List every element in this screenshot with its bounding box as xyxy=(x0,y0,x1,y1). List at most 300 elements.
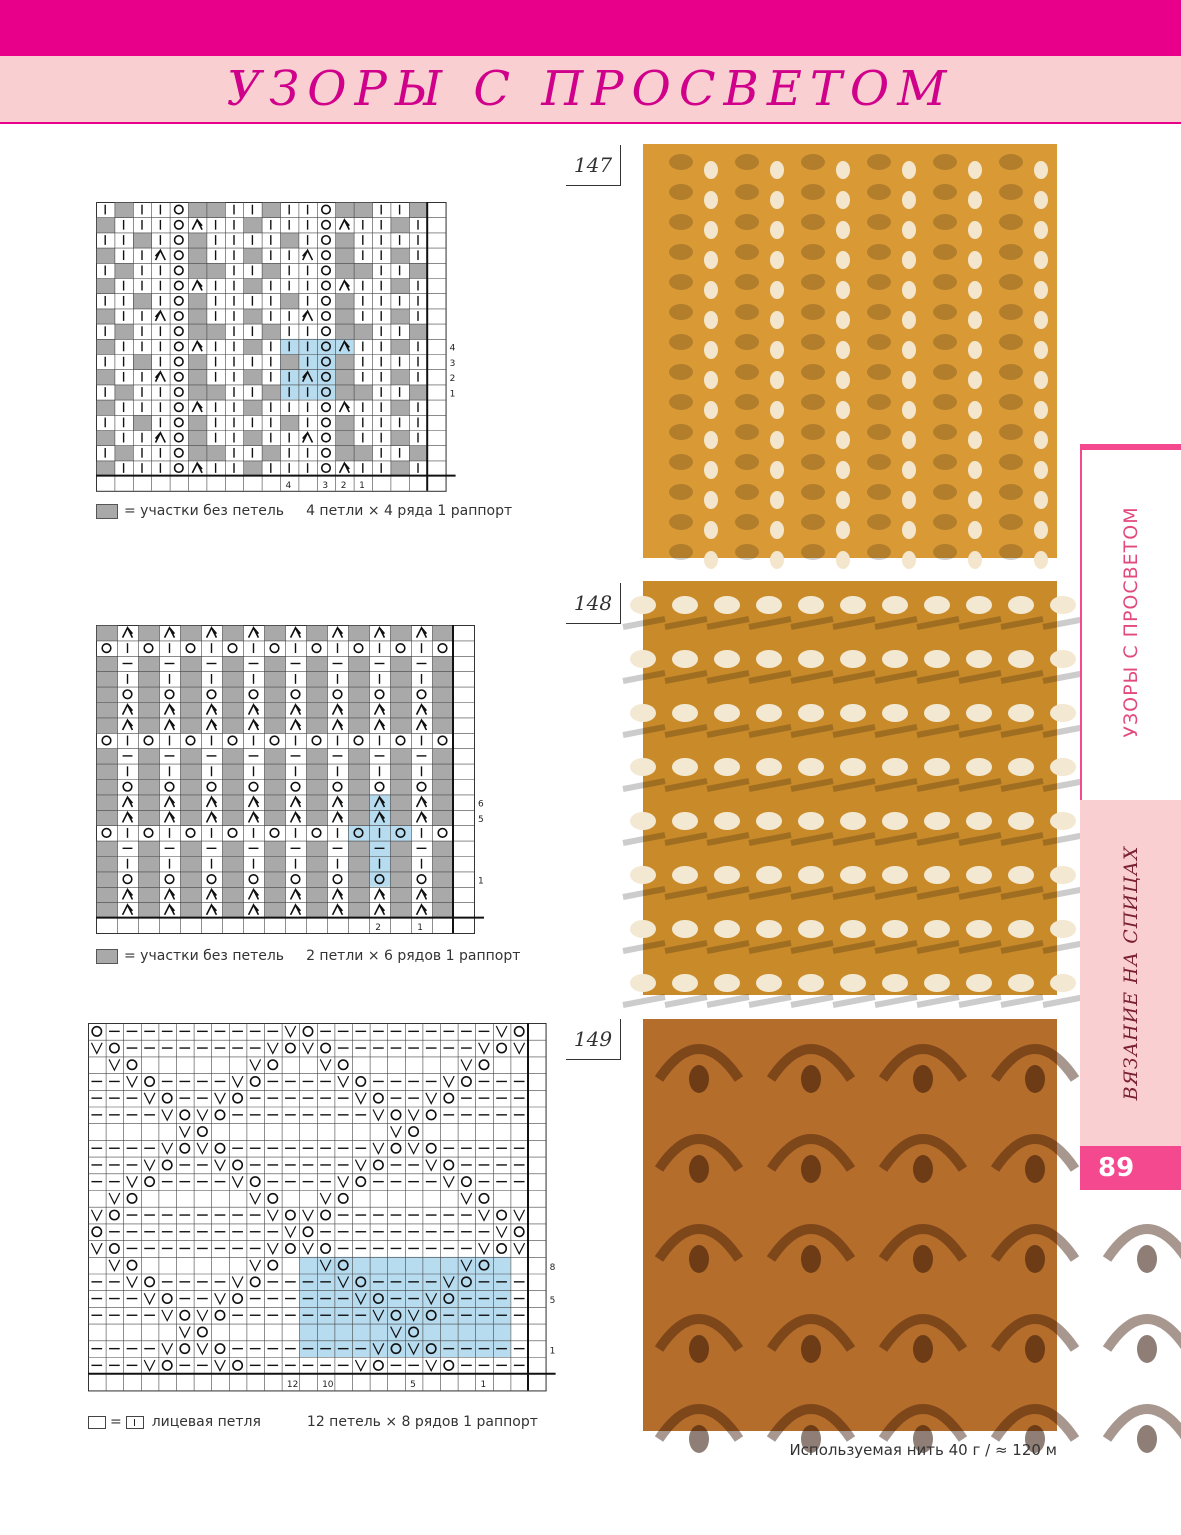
eyelet-hole xyxy=(1008,758,1034,776)
no-stitch-cell xyxy=(391,370,409,385)
no-stitch-cell xyxy=(262,446,280,461)
eyelet-hole xyxy=(913,1245,933,1273)
rib-shadow xyxy=(669,244,693,260)
rib-shadow xyxy=(867,184,891,200)
rib-shadow xyxy=(999,184,1023,200)
eyelet-hole xyxy=(968,251,982,269)
eyelet-hole xyxy=(756,866,782,884)
no-stitch-cell xyxy=(336,203,354,218)
rib-shadow xyxy=(801,484,825,500)
ridge-shadow xyxy=(833,997,875,1005)
rib-shadow xyxy=(801,334,825,350)
pattern-number-147: 147 xyxy=(566,145,621,186)
rib-shadow xyxy=(669,274,693,290)
eyelet-hole xyxy=(913,1065,933,1093)
eyelet-hole xyxy=(798,596,824,614)
side-tab-book-label-wrap xyxy=(1080,800,1181,1146)
rib-shadow xyxy=(933,454,957,470)
no-stitch-cell xyxy=(336,233,354,248)
no-stitch-cell xyxy=(97,703,118,718)
no-stitch-cell xyxy=(409,203,427,218)
eyelet-hole xyxy=(836,251,850,269)
eyelet-hole xyxy=(836,191,850,209)
rib-shadow xyxy=(933,184,957,200)
eyelet-hole xyxy=(756,596,782,614)
page-title: УЗОРЫ С ПРОСВЕТОМ xyxy=(226,61,955,117)
eyelet-hole xyxy=(902,521,916,539)
no-stitch-cell xyxy=(244,309,262,324)
no-stitch-cell xyxy=(336,294,354,309)
eyelet-hole xyxy=(902,341,916,359)
no-stitch-cell xyxy=(336,385,354,400)
eyelet-hole xyxy=(924,758,950,776)
no-stitch-cell xyxy=(139,656,160,671)
no-stitch-cell xyxy=(265,764,286,779)
no-stitch-cell xyxy=(139,810,160,825)
top-magenta-band xyxy=(0,0,1181,56)
rib-shadow xyxy=(801,274,825,290)
eyelet-hole xyxy=(968,431,982,449)
no-stitch-cell xyxy=(391,795,412,810)
no-stitch-cell xyxy=(336,355,354,370)
eyelet-hole xyxy=(1008,866,1034,884)
no-stitch-cell xyxy=(207,263,225,278)
eyelet-hole xyxy=(801,1155,821,1183)
no-stitch-cell xyxy=(391,626,412,641)
no-stitch-cell xyxy=(391,218,409,233)
no-stitch-cell xyxy=(433,841,454,856)
rib-shadow xyxy=(867,334,891,350)
rib-shadow xyxy=(735,424,759,440)
eyelet-hole xyxy=(924,650,950,668)
no-stitch-cell xyxy=(97,872,118,887)
no-stitch-cell xyxy=(97,841,118,856)
row-label: 1 xyxy=(549,1346,556,1357)
rib-shadow xyxy=(735,484,759,500)
eyelet-hole xyxy=(924,704,950,722)
rib-shadow xyxy=(735,334,759,350)
eyelet-hole xyxy=(1034,461,1048,479)
rib-shadow xyxy=(933,154,957,170)
no-stitch-cell xyxy=(307,672,328,687)
eyelet-hole xyxy=(1034,491,1048,509)
no-stitch-cell xyxy=(139,903,160,918)
no-stitch-cell xyxy=(181,764,202,779)
no-stitch-cell xyxy=(97,218,115,233)
no-stitch-cell xyxy=(307,626,328,641)
no-stitch-cell xyxy=(409,324,427,339)
no-stitch-cell xyxy=(433,656,454,671)
eyelet-hole xyxy=(836,521,850,539)
rib-shadow xyxy=(933,304,957,320)
rib-shadow xyxy=(801,394,825,410)
eyelet-hole xyxy=(1034,551,1048,569)
rib-shadow xyxy=(933,394,957,410)
eyelet-hole xyxy=(1050,866,1076,884)
eyelet-hole xyxy=(770,161,784,179)
no-stitch-cell xyxy=(391,461,409,476)
no-stitch-cell xyxy=(391,857,412,872)
side-section-label: УЗОРЫ С ПРОСВЕТОМ xyxy=(1119,506,1142,738)
ridge-shadow xyxy=(917,997,959,1005)
eyelet-hole xyxy=(1034,431,1048,449)
eyelet-hole xyxy=(770,281,784,299)
no-stitch-cell xyxy=(223,718,244,733)
eyelet-hole xyxy=(770,461,784,479)
ridge-shadow xyxy=(959,997,1001,1005)
eyelet-hole xyxy=(968,401,982,419)
row-label: 5 xyxy=(549,1296,556,1307)
no-stitch-cell xyxy=(139,887,160,902)
eyelet-hole xyxy=(836,311,850,329)
eyelet-hole xyxy=(689,1335,709,1363)
eyelet-hole xyxy=(704,281,718,299)
no-stitch-cell xyxy=(433,872,454,887)
column-label: 3 xyxy=(322,480,329,491)
no-stitch-cell xyxy=(207,385,225,400)
eyelet-hole xyxy=(968,521,982,539)
no-stitch-cell xyxy=(391,309,409,324)
no-stitch-cell xyxy=(307,887,328,902)
rib-shadow xyxy=(999,154,1023,170)
rib-shadow xyxy=(867,424,891,440)
eyelet-hole xyxy=(672,758,698,776)
no-stitch-cell xyxy=(189,248,207,263)
no-stitch-cell xyxy=(139,672,160,687)
eyelet-hole xyxy=(902,371,916,389)
no-stitch-swatch xyxy=(96,504,118,519)
rib-shadow xyxy=(999,514,1023,530)
rib-shadow xyxy=(867,214,891,230)
eyelet-hole xyxy=(714,920,740,938)
no-stitch-cell xyxy=(265,749,286,764)
eyelet-hole xyxy=(966,974,992,992)
swatch-photo-149 xyxy=(643,1019,1057,1431)
no-stitch-cell xyxy=(139,749,160,764)
no-stitch-cell xyxy=(349,903,370,918)
no-stitch-cell xyxy=(354,446,372,461)
no-stitch-cell xyxy=(181,672,202,687)
no-stitch-cell xyxy=(181,687,202,702)
eyelet-hole xyxy=(924,866,950,884)
eyelet-hole xyxy=(704,521,718,539)
no-stitch-cell xyxy=(207,203,225,218)
knitting-chart-148 xyxy=(96,625,484,939)
no-stitch-cell xyxy=(139,703,160,718)
eyelet-hole xyxy=(704,191,718,209)
eyelet-hole xyxy=(840,596,866,614)
no-stitch-cell xyxy=(433,703,454,718)
eyelet-hole xyxy=(902,401,916,419)
no-stitch-swatch xyxy=(96,949,118,964)
eyelet-hole xyxy=(966,704,992,722)
eyelet-hole xyxy=(968,191,982,209)
eyelet-hole xyxy=(704,161,718,179)
column-label: 12 xyxy=(286,1380,299,1391)
eyelet-hole xyxy=(968,281,982,299)
eyelet-hole xyxy=(630,812,656,830)
no-stitch-cell xyxy=(223,687,244,702)
no-stitch-cell xyxy=(223,887,244,902)
rib-shadow xyxy=(867,544,891,560)
eyelet-hole xyxy=(801,1245,821,1273)
no-stitch-cell xyxy=(433,718,454,733)
no-stitch-cell xyxy=(281,415,299,430)
no-stitch-cell xyxy=(391,764,412,779)
eyelet-hole xyxy=(798,758,824,776)
swatch-photo-148 xyxy=(643,581,1057,995)
no-stitch-cell xyxy=(139,718,160,733)
rib-shadow xyxy=(801,154,825,170)
no-stitch-cell xyxy=(223,795,244,810)
no-stitch-cell xyxy=(433,780,454,795)
eyelet-hole xyxy=(966,596,992,614)
no-stitch-cell xyxy=(349,764,370,779)
rib-shadow xyxy=(933,274,957,290)
rib-shadow xyxy=(999,454,1023,470)
no-stitch-cell xyxy=(265,841,286,856)
no-stitch-cell xyxy=(244,400,262,415)
eyelet-hole xyxy=(836,221,850,239)
eyelet-hole xyxy=(902,251,916,269)
eyelet-hole xyxy=(770,401,784,419)
no-stitch-cell xyxy=(181,887,202,902)
eyelet-hole xyxy=(704,251,718,269)
eyelet-hole xyxy=(672,920,698,938)
no-stitch-cell xyxy=(115,203,133,218)
eyelet-hole xyxy=(1034,341,1048,359)
eyelet-hole xyxy=(882,920,908,938)
no-stitch-cell xyxy=(223,841,244,856)
eyelet-hole xyxy=(902,551,916,569)
no-stitch-cell xyxy=(307,810,328,825)
rib-shadow xyxy=(669,214,693,230)
no-stitch-cell xyxy=(265,795,286,810)
eyelet-hole xyxy=(913,1155,933,1183)
rib-shadow xyxy=(801,544,825,560)
rib-shadow xyxy=(933,364,957,380)
ridge-shadow xyxy=(665,997,707,1005)
no-stitch-cell xyxy=(97,461,115,476)
no-stitch-cell xyxy=(115,446,133,461)
rib-shadow xyxy=(801,214,825,230)
eyelet-hole xyxy=(770,221,784,239)
eyelet-hole xyxy=(798,866,824,884)
eyelet-hole xyxy=(882,704,908,722)
knit-stitch-swatch xyxy=(126,1416,144,1429)
eyelet-hole xyxy=(689,1155,709,1183)
rib-shadow xyxy=(999,244,1023,260)
eyelet-hole xyxy=(672,704,698,722)
rib-shadow xyxy=(867,244,891,260)
no-stitch-cell xyxy=(354,385,372,400)
no-stitch-cell xyxy=(189,415,207,430)
eyelet-hole xyxy=(1137,1425,1157,1453)
eyelet-hole xyxy=(798,812,824,830)
eyelet-hole xyxy=(801,1335,821,1363)
eyelet-hole xyxy=(630,758,656,776)
no-stitch-cell xyxy=(391,656,412,671)
no-stitch-cell xyxy=(189,446,207,461)
no-stitch-cell xyxy=(409,385,427,400)
no-stitch-cell xyxy=(391,400,409,415)
rib-shadow xyxy=(669,364,693,380)
no-stitch-cell xyxy=(115,385,133,400)
no-stitch-cell xyxy=(262,263,280,278)
eyelet-hole xyxy=(714,704,740,722)
rib-shadow xyxy=(801,514,825,530)
no-stitch-cell xyxy=(391,431,409,446)
rib-shadow xyxy=(933,424,957,440)
no-stitch-cell xyxy=(139,764,160,779)
legend-label: = участки без петель xyxy=(124,948,285,964)
rib-shadow xyxy=(933,244,957,260)
rib-shadow xyxy=(801,304,825,320)
no-stitch-cell xyxy=(244,218,262,233)
eyelet-hole xyxy=(902,461,916,479)
column-label: 1 xyxy=(359,480,365,491)
no-stitch-cell xyxy=(189,385,207,400)
rib-shadow xyxy=(999,484,1023,500)
no-stitch-cell xyxy=(97,780,118,795)
no-stitch-cell xyxy=(97,339,115,354)
no-stitch-cell xyxy=(336,324,354,339)
rib-shadow xyxy=(801,244,825,260)
rib-shadow xyxy=(999,424,1023,440)
no-stitch-cell xyxy=(181,749,202,764)
no-stitch-cell xyxy=(336,309,354,324)
no-stitch-cell xyxy=(262,324,280,339)
column-label: 1 xyxy=(480,1380,487,1391)
rib-shadow xyxy=(735,454,759,470)
eyelet-hole xyxy=(1034,281,1048,299)
no-stitch-cell xyxy=(265,718,286,733)
no-stitch-cell xyxy=(139,872,160,887)
no-stitch-cell xyxy=(97,370,115,385)
no-stitch-cell xyxy=(223,626,244,641)
eyelet-hole xyxy=(1008,650,1034,668)
no-stitch-cell xyxy=(223,810,244,825)
eyelet-hole xyxy=(1050,974,1076,992)
eyelet-hole xyxy=(836,161,850,179)
no-stitch-cell xyxy=(433,626,454,641)
row-label: 2 xyxy=(449,374,456,385)
row-label: 1 xyxy=(449,389,456,400)
eyelet-hole xyxy=(1034,371,1048,389)
repeat-text: 2 петли × 6 рядов 1 раппорт xyxy=(306,948,521,964)
no-stitch-cell xyxy=(207,324,225,339)
eyelet-hole xyxy=(840,650,866,668)
eyelet-hole xyxy=(966,650,992,668)
no-stitch-cell xyxy=(244,339,262,354)
eyelet-hole xyxy=(714,650,740,668)
no-stitch-cell xyxy=(307,903,328,918)
legend-label: = участки без петель xyxy=(124,503,285,519)
column-label: 2 xyxy=(340,480,347,491)
no-stitch-cell xyxy=(189,309,207,324)
eyelet-hole xyxy=(1008,704,1034,722)
rib-shadow xyxy=(867,394,891,410)
rib-shadow xyxy=(999,274,1023,290)
eyelet-hole xyxy=(1050,650,1076,668)
knitting-chart-147 xyxy=(96,202,476,490)
pattern-number-148: 148 xyxy=(566,583,621,624)
no-stitch-cell xyxy=(391,810,412,825)
no-stitch-cell xyxy=(409,446,427,461)
eyelet-hole xyxy=(882,812,908,830)
eyelet-hole xyxy=(756,704,782,722)
no-stitch-cell xyxy=(133,233,151,248)
no-stitch-cell xyxy=(244,461,262,476)
rib-shadow xyxy=(735,274,759,290)
no-stitch-cell xyxy=(307,718,328,733)
no-stitch-cell xyxy=(336,431,354,446)
no-stitch-cell xyxy=(97,810,118,825)
eyelet-hole xyxy=(882,596,908,614)
rib-shadow xyxy=(669,154,693,170)
eyelet-hole xyxy=(1008,974,1034,992)
legend-149 xyxy=(88,1414,538,1430)
no-stitch-cell xyxy=(265,887,286,902)
no-stitch-cell xyxy=(391,872,412,887)
no-stitch-cell xyxy=(349,795,370,810)
side-book-label: ВЯЗАНИЕ НА СПИЦАХ xyxy=(1119,845,1142,1101)
eyelet-hole xyxy=(840,704,866,722)
rib-shadow xyxy=(933,514,957,530)
no-stitch-cell xyxy=(244,370,262,385)
no-stitch-cell xyxy=(433,887,454,902)
eyelet-hole xyxy=(770,341,784,359)
eyelet-hole xyxy=(770,521,784,539)
no-stitch-cell xyxy=(189,203,207,218)
no-stitch-cell xyxy=(281,233,299,248)
eyelet-hole xyxy=(770,251,784,269)
no-stitch-cell xyxy=(97,687,118,702)
no-stitch-cell xyxy=(409,263,427,278)
no-stitch-cell xyxy=(97,887,118,902)
no-stitch-cell xyxy=(181,795,202,810)
eyelet-hole xyxy=(801,1065,821,1093)
no-stitch-cell xyxy=(349,780,370,795)
no-stitch-cell xyxy=(223,857,244,872)
eyelet-hole xyxy=(840,920,866,938)
eyelet-hole xyxy=(770,191,784,209)
no-stitch-cell xyxy=(349,857,370,872)
rib-shadow xyxy=(801,364,825,380)
no-stitch-cell xyxy=(349,656,370,671)
no-stitch-cell xyxy=(97,749,118,764)
no-stitch-cell xyxy=(433,764,454,779)
no-stitch-cell xyxy=(97,764,118,779)
eyelet-hole xyxy=(924,596,950,614)
no-stitch-cell xyxy=(133,294,151,309)
no-stitch-cell xyxy=(181,841,202,856)
rib-shadow xyxy=(999,334,1023,350)
no-stitch-cell xyxy=(307,780,328,795)
no-stitch-cell xyxy=(207,446,225,461)
no-stitch-cell xyxy=(223,872,244,887)
column-label: 2 xyxy=(375,922,382,933)
eyelet-hole xyxy=(836,281,850,299)
no-stitch-cell xyxy=(391,841,412,856)
rib-shadow xyxy=(867,274,891,290)
eyelet-hole xyxy=(704,311,718,329)
eyelet-hole xyxy=(882,758,908,776)
no-stitch-cell xyxy=(223,656,244,671)
legend-equals: = xyxy=(110,1414,122,1430)
eyelet-hole xyxy=(1050,596,1076,614)
no-stitch-cell xyxy=(139,780,160,795)
